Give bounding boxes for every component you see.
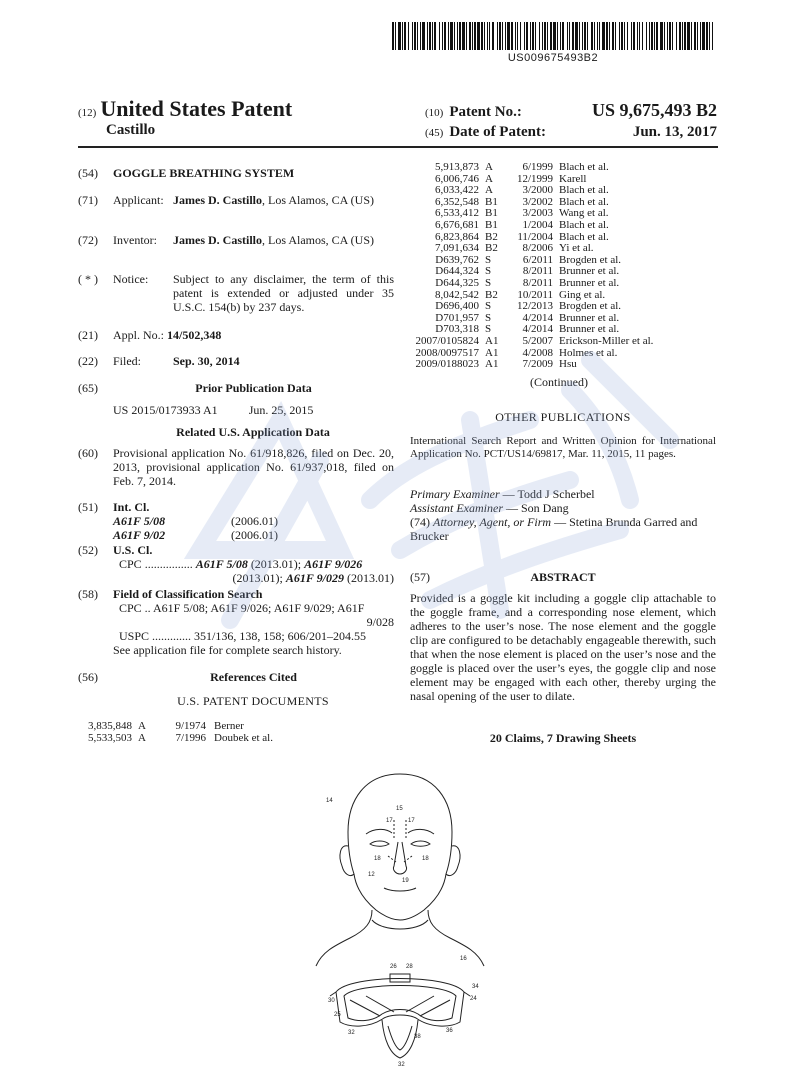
figure-label: 28	[406, 964, 413, 970]
entry-code: (22)	[78, 354, 98, 368]
cpc-2: A61F 9/026	[304, 557, 363, 571]
reference-name: Doubek et al.	[214, 732, 273, 744]
entry-code: (72)	[78, 233, 98, 247]
entry-code: (65)	[78, 381, 98, 395]
reference-name: Brogden et al.	[559, 253, 622, 266]
figure-label: 16	[460, 956, 467, 962]
appl-number: 14/502,348	[167, 328, 222, 342]
reference-date: 7/1996	[175, 732, 206, 744]
reference-row	[415, 278, 715, 290]
inventor-location: , Los Alamos, CA (US)	[262, 233, 375, 247]
figure-label: 32	[348, 1030, 355, 1036]
reference-kind: B1	[485, 195, 498, 208]
reference-num: 6,352,548	[435, 195, 479, 208]
cpc-2-date: (2013.01);	[232, 571, 283, 585]
entry-code: (71)	[78, 193, 98, 207]
cpc-3-date: (2013.01)	[347, 571, 394, 585]
reference-kind: A	[138, 720, 146, 732]
reference-date: 8/2006	[522, 242, 553, 255]
patent-header-left	[78, 96, 292, 122]
reference-num: D639,762	[435, 253, 479, 266]
reference-date: 4/2014	[522, 311, 553, 324]
field-cpc: CPC .. A61F 5/08; A61F 9/026; A61F 9/029; A61F	[119, 601, 365, 615]
reference-name: Blach et al.	[559, 195, 609, 208]
entry-applicant	[78, 193, 394, 207]
attorney-code: (74)	[410, 515, 430, 529]
reference-date: 7/2009	[522, 358, 553, 371]
refs-continued: (Continued)	[530, 375, 588, 389]
reference-name: Wang et al.	[559, 207, 609, 220]
figure-label: 36	[446, 1028, 453, 1034]
entry-field-search	[78, 587, 394, 657]
reference-num: 8,042,542	[435, 288, 479, 301]
applicant-label: Applicant:	[113, 193, 164, 207]
entry-prior-pub	[78, 381, 394, 395]
abstract-code: (57)	[410, 570, 430, 584]
reference-name: Brogden et al.	[559, 300, 622, 313]
figure-label: 18	[422, 856, 429, 862]
reference-row	[415, 301, 715, 313]
entry-code: (60)	[78, 446, 98, 460]
examiners-block: Primary Examiner — Todd J Scherbel Assistant Examiner — Son Dang (74) Attorney, Agent, or Firm — Stetina Brunda Garred and Brucker	[410, 487, 698, 543]
filed-label: Filed:	[113, 354, 142, 368]
reference-num: 7,091,634	[435, 242, 479, 255]
reference-row	[415, 359, 715, 371]
attorney-label: Attorney, Agent, or Firm	[433, 515, 552, 529]
reference-kind: A1	[485, 346, 499, 359]
left-ref-list	[78, 720, 394, 744]
reference-name: Blach et al.	[559, 184, 609, 197]
other-pubs-text: International Search Report and Written Opinion for International Application No. PCT/US14/69817, Mar. 11, 2015, 11 pages.	[410, 435, 716, 460]
figure-label: 26	[390, 964, 397, 970]
figure-label: 17	[386, 818, 393, 824]
reference-date: 12/2013	[516, 300, 553, 313]
inventor-label: Inventor:	[113, 233, 157, 247]
abstract-header	[410, 570, 716, 584]
other-pubs-heading: OTHER PUBLICATIONS	[495, 410, 631, 424]
primary-examiner-label: Primary Examiner	[410, 487, 500, 501]
reference-date: 10/2011	[517, 288, 553, 301]
abstract-text: Provided is a goggle kit including a goggle clip attachable to the goggle frame, and a corresponding nose element, which adheres to the user’s nose. The nose element and the goggle clip are configured to be detachably engageable therewith, such that when the nose element is placed on the user’s nose and the goggle is placed over the user’s eyes, the goggle clip and nose element may be engaged with each other, thereby urging the nasal opening of the user to dilate.	[410, 591, 716, 703]
figure-label: 12	[368, 872, 375, 878]
reference-kind: A1	[485, 334, 499, 347]
reference-date: 8/2011	[522, 276, 553, 289]
reference-kind: A	[485, 184, 493, 197]
reference-kind: A1	[485, 358, 499, 371]
header-rule	[78, 146, 718, 148]
patent-figure	[310, 770, 490, 1070]
reference-num: 6,676,681	[435, 218, 479, 231]
filed-date: Sep. 30, 2014	[173, 354, 240, 368]
reference-kind: S	[485, 265, 492, 278]
entry-code: (21)	[78, 328, 98, 342]
primary-examiner-name: Todd J Scherbel	[517, 487, 595, 501]
prior-pub-number: US 2015/0173933 A1	[113, 403, 218, 417]
refs-heading: References Cited	[210, 670, 297, 684]
reference-num: 3,835,848	[88, 720, 132, 732]
entry-code: (58)	[78, 587, 98, 601]
reference-row	[415, 162, 715, 174]
reference-name: Brunner et al.	[559, 323, 620, 336]
patent-header-right	[425, 100, 717, 148]
patent-no-code: (10)	[425, 107, 444, 119]
reference-kind: B1	[485, 207, 498, 220]
entry-code: (54)	[78, 166, 98, 180]
figure-label: 17	[408, 818, 415, 824]
reference-num: D644,324	[435, 265, 479, 278]
us-patent-docs-heading: U.S. PATENT DOCUMENTS	[177, 694, 329, 708]
reference-date: 11/2004	[517, 230, 553, 243]
cpc-1: A61F 5/08	[195, 557, 248, 571]
reference-name: Ging et al.	[559, 288, 606, 301]
reference-name: Erickson-Miller et al.	[559, 334, 654, 347]
reference-kind: A	[138, 732, 146, 744]
entry-code: (52)	[78, 543, 98, 557]
reference-num: 2009/0188023	[415, 358, 479, 371]
reference-name: Berner	[214, 720, 244, 732]
entry-provisional	[78, 446, 394, 488]
notice-label: Notice:	[113, 272, 149, 286]
reference-name: Blach et al.	[559, 230, 609, 243]
abstract-heading: ABSTRACT	[530, 570, 596, 584]
reference-date: 9/1974	[175, 720, 206, 732]
reference-kind: S	[485, 323, 492, 336]
reference-num: 2008/0097517	[415, 346, 479, 359]
us-cl-label: U.S. Cl.	[113, 543, 153, 557]
reference-kind: A	[485, 161, 493, 173]
reference-kind: B2	[485, 288, 498, 301]
barcode-number: US009675493B2	[507, 52, 599, 64]
patent-date: Jun. 13, 2017	[632, 124, 717, 140]
figure-label: 18	[374, 856, 381, 862]
goggle-drawing	[330, 974, 470, 1058]
reference-num: 6,823,864	[435, 230, 479, 243]
patent-no-label: Patent No.:	[449, 104, 522, 120]
appl-label: Appl. No.:	[113, 328, 164, 342]
field-cpc-cont: 9/028	[366, 615, 394, 629]
entry-appl-no	[78, 328, 394, 342]
cpc-dots: ................	[144, 557, 193, 571]
reference-date: 5/2007	[522, 334, 553, 347]
field-see-note: See application file for complete search history.	[113, 643, 342, 657]
cpc-label: CPC	[119, 557, 142, 571]
reference-row	[415, 336, 715, 348]
claims-summary: 20 Claims, 7 Drawing Sheets	[489, 731, 637, 745]
figure-label: 34	[472, 984, 479, 990]
figure-label: 25	[334, 1012, 341, 1018]
inventor-surname: Castillo	[106, 122, 156, 138]
figure-label: 30	[328, 998, 335, 1004]
reference-num: 2007/0105824	[415, 334, 479, 347]
barcode	[392, 22, 714, 50]
entry-int-cl	[78, 500, 394, 542]
reference-date: 6/1999	[522, 161, 553, 173]
reference-num: 5,913,873	[435, 161, 479, 173]
cpc-1-date: (2013.01);	[250, 557, 302, 571]
reference-kind: B1	[485, 218, 498, 231]
reference-kind: A	[485, 172, 493, 185]
reference-name: Brunner et al.	[559, 276, 620, 289]
reference-date: 3/2000	[522, 184, 553, 197]
int-cl-label: Int. Cl.	[113, 500, 150, 514]
int-cl-2-date: (2006.01)	[231, 528, 278, 542]
reference-row	[415, 220, 715, 232]
related-data-heading: Related U.S. Application Data	[176, 425, 330, 439]
int-cl-1: A61F 5/08	[113, 514, 166, 528]
prior-pub-row	[113, 403, 393, 417]
figure-label: 38	[414, 1034, 421, 1040]
reference-kind: B2	[485, 242, 498, 255]
notice-text: Subject to any disclaimer, the term of this patent is extended or adjusted under 35 U.S.C. 154(b) by 237 days.	[173, 272, 394, 314]
figure-label: 19	[402, 878, 409, 884]
date-code: (45)	[425, 127, 444, 139]
reference-name: Holmes et al.	[559, 346, 618, 359]
field-search-label: Field of Classification Search	[113, 587, 263, 601]
reference-kind: S	[485, 311, 492, 324]
int-cl-2: A61F 9/02	[113, 528, 166, 542]
reference-num: D696,400	[435, 300, 479, 313]
field-uspc: USPC ............. 351/136, 138, 158; 606/201–204.55	[119, 629, 367, 643]
reference-num: 5,533,503	[88, 732, 132, 744]
assistant-examiner-name: Son Dang	[521, 501, 569, 515]
figure-label: 24	[470, 996, 477, 1002]
inventor-name: James D. Castillo	[173, 233, 262, 247]
applicant-name: James D. Castillo	[173, 193, 262, 207]
reference-num: 6,533,412	[435, 207, 479, 220]
entry-filed	[78, 354, 394, 368]
entry-code: ( * )	[78, 272, 98, 286]
reference-date: 8/2011	[522, 265, 553, 278]
reference-date: 4/2008	[522, 346, 553, 359]
invention-title: GOGGLE BREATHING SYSTEM	[113, 166, 295, 180]
figure-label: 14	[326, 798, 333, 804]
int-cl-1-date: (2006.01)	[231, 514, 278, 528]
reference-num: 6,006,746	[435, 172, 479, 185]
reference-date: 4/2014	[522, 323, 553, 336]
cpc-3: A61F 9/029	[285, 571, 344, 585]
reference-num: 6,033,422	[435, 184, 479, 197]
reference-name: Hsu	[559, 358, 577, 371]
attorney-name: Stetina Brunda Garred and Brucker	[410, 515, 698, 543]
reference-name: Blach et al.	[559, 218, 609, 231]
barcode-bar	[713, 22, 714, 50]
prior-pub-date: Jun. 25, 2015	[248, 403, 314, 417]
reference-name: Karell	[559, 172, 587, 185]
reference-num: D703,318	[435, 323, 479, 336]
assistant-examiner-label: Assistant Examiner	[410, 501, 503, 515]
right-ref-list	[415, 162, 715, 371]
figure-labels	[326, 798, 479, 1068]
reference-date: 3/2002	[522, 195, 553, 208]
head-drawing	[316, 774, 484, 966]
reference-row	[78, 720, 394, 732]
reference-name: Brunner et al.	[559, 265, 620, 278]
entry-notice	[78, 272, 394, 314]
entry-us-cl	[78, 543, 394, 585]
reference-row	[78, 732, 394, 744]
reference-kind: S	[485, 276, 492, 289]
reference-kind: S	[485, 253, 492, 266]
reference-name: Blach et al.	[559, 161, 609, 173]
reference-date: 1/2004	[522, 218, 553, 231]
reference-name: Yi et al.	[559, 242, 594, 255]
reference-num: D644,325	[435, 276, 479, 289]
entry-title	[78, 166, 394, 180]
figure-label: 15	[396, 806, 403, 812]
date-label: Date of Patent:	[449, 124, 546, 140]
figure-label: 32	[398, 1062, 405, 1068]
reference-date: 12/1999	[516, 172, 553, 185]
reference-num: D701,957	[435, 311, 479, 324]
reference-date: 3/2003	[522, 207, 553, 220]
document-title: United States Patent	[100, 96, 293, 121]
reference-kind: B2	[485, 230, 498, 243]
doc-code: (12)	[78, 107, 97, 119]
reference-row	[415, 243, 715, 255]
patent-number: US 9,675,493 B2	[591, 100, 717, 120]
entry-refs-cited	[78, 670, 394, 684]
applicant-location: , Los Alamos, CA (US)	[262, 193, 375, 207]
entry-code: (56)	[78, 670, 98, 684]
prior-pub-heading: Prior Publication Data	[195, 381, 312, 395]
reference-kind: S	[485, 300, 492, 313]
reference-name: Brunner et al.	[559, 311, 620, 324]
entry-code: (51)	[78, 500, 98, 514]
reference-date: 6/2011	[522, 253, 553, 266]
entry-inventor	[78, 233, 394, 247]
provisional-text: Provisional application No. 61/918,826, filed on Dec. 20, 2013, provisional application No. 61/937,018, filed on Feb. 7, 2014.	[113, 446, 394, 488]
